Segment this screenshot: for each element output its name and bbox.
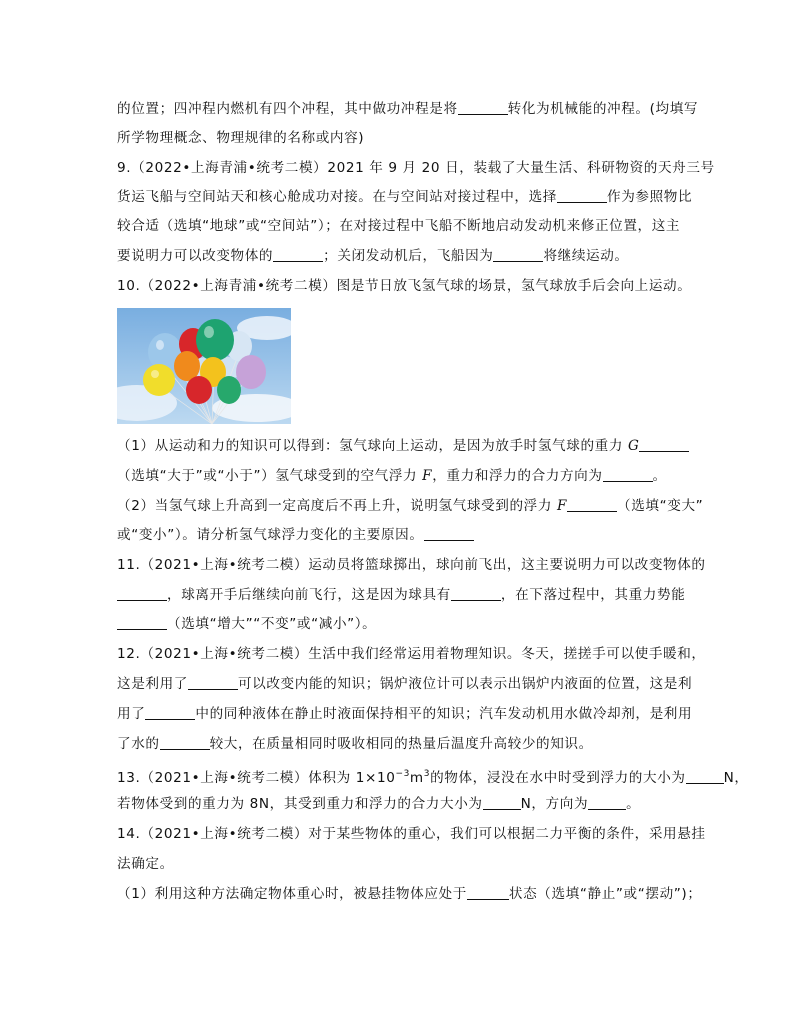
text-span: ，在下落过程中，其重力势能 [500,587,686,603]
text-span: 14.（2021•上海•统考二模）对于某些物体的重心，我们可以根据二力平衡的条件，采用悬挂 [117,826,706,842]
text-line [117,525,474,545]
text-line [117,585,685,605]
text-line [117,884,702,904]
text-span: ，重力和浮力的合力方向为 [432,468,603,484]
text-line [117,704,692,724]
text-span: 状态（选填“静止”或“摆动”)； [508,886,702,902]
answer-blank[interactable] [451,586,501,601]
text-line [117,734,593,754]
text-span: 法确定。 [117,856,174,872]
text-span: 。 [626,796,641,812]
answer-blank[interactable] [603,467,653,482]
text-span: 13.（2021•上海•统考二模）体积为 1×10 [117,770,396,786]
text-span: 若物体受到的重力为 8N，其受到重力和浮力的合力大小为 [117,796,483,812]
answer-blank[interactable] [458,100,508,115]
text-span: 。 [652,468,667,484]
balloons-photo [117,308,291,424]
text-span: 11.（2021•上海•统考二模）运动员将篮球掷出，球向前飞出，这主要说明力可以改变物体的 [117,557,706,573]
text-span: 或“变小”）。请分析氢气球浮力变化的主要原因。 [117,527,424,543]
answer-blank[interactable] [557,188,607,203]
text-span: 中的同种液体在静止时液面保持相平的知识；汽车发动机用水做冷却剂，是利用 [195,706,693,722]
text-span: （2）当氢气球上升高到一定高度后不再上升，说明氢气球受到的浮力 [117,498,557,514]
text-line [117,187,692,207]
answer-blank[interactable] [588,795,626,810]
exponent: −3 [395,769,410,779]
text-line [117,854,174,874]
answer-blank[interactable] [567,497,617,512]
text-span: 12.（2021•上海•统考二模）生活中我们经常运用着物理知识。冬天，搓搓手可以使手暖和， [117,646,706,662]
exponent: 3 [423,769,431,779]
question-10-title [117,276,691,296]
text-span: ；关闭发动机后，飞船因为 [323,248,494,264]
text-span: 10.（2022•上海青浦•统考二模）图是节日放飞氢气球的场景，氢气球放手后会向上运动。 [117,278,692,294]
text-span: 转化为机械能的冲程。(均填写 [507,101,699,117]
text-span: 较合适（选填“地球”或“空间站”）；在对接过程中飞船不断地启动发动机来修正位置，这主 [117,218,681,234]
text-span: ，球离开手后继续向前飞行，这是因为球具有 [167,587,451,603]
text-span: 了水的 [117,736,160,752]
text-span: （选填“增大”“不变”或“减小”）。 [167,616,377,632]
question-9-title [117,158,715,178]
text-span: （1）利用这种方法确定物体重心时，被悬挂物体应处于 [117,886,467,902]
text-span: 所学物理概念、物理规律的名称或内容) [117,130,365,146]
answer-blank[interactable] [160,735,210,750]
text-line [117,466,667,486]
variable-label: G [627,438,640,454]
text-line [117,246,629,266]
text-span: 可以改变内能的知识；锅炉液位计可以表示出锅炉内液面的位置，这是利 [237,676,693,692]
answer-blank[interactable] [117,586,167,601]
text-span: （选填“大于”或“小于”）氢气球受到的空气浮力 [117,468,423,484]
answer-blank[interactable] [188,675,238,690]
answer-blank[interactable] [117,615,167,630]
question-13-title [117,764,749,788]
answer-blank[interactable] [467,885,509,900]
text-span: （1）从运动和力的知识可以得到：氢气球向上运动，是因为放手时氢气球的重力 [117,438,628,454]
text-span: 较大，在质量相同时吸收相同的热量后温度升高较少的知识。 [209,736,593,752]
answer-blank[interactable] [639,437,689,452]
text-line [117,128,364,148]
text-line [117,794,640,814]
answer-blank[interactable] [686,769,724,784]
text-line [117,436,689,456]
text-line [117,99,698,119]
text-span: 要说明力可以改变物体的 [117,248,274,264]
text-line [117,216,680,236]
text-line [117,614,376,634]
variable-label: F [556,498,568,514]
text-span: 的物体，浸没在水中时受到浮力的大小为 [430,770,686,786]
text-span: N， [723,770,749,786]
text-span: 9.（2022•上海青浦•统考二模）2021 年 9 月 20 日，装载了大量生活、科研物资的天舟三号 [117,160,715,176]
question-14-title [117,824,706,844]
balloons-image [117,308,291,424]
text-span: 的位置；四冲程内燃机有四个冲程，其中做功冲程是将 [117,101,458,117]
answer-blank[interactable] [493,247,543,262]
text-line [117,496,703,516]
text-span: 货运飞船与空间站天和核心舱成功对接。在与空间站对接过程中，选择 [117,189,558,205]
text-span: m [409,770,424,786]
answer-blank[interactable] [145,705,195,720]
text-span: 作为参照物比 [607,189,693,205]
text-line [117,674,692,694]
text-span: 用了 [117,706,146,722]
text-span: 这是利用了 [117,676,188,692]
question-12-title [117,644,706,664]
answer-blank[interactable] [273,247,323,262]
question-11-title [117,555,706,575]
answer-blank[interactable] [424,526,474,541]
text-span: （选填“变大” [617,498,704,514]
variable-label: F [422,468,433,484]
answer-blank[interactable] [483,795,521,810]
text-span: 将继续运动。 [543,248,629,264]
text-span: N，方向为 [520,796,589,812]
